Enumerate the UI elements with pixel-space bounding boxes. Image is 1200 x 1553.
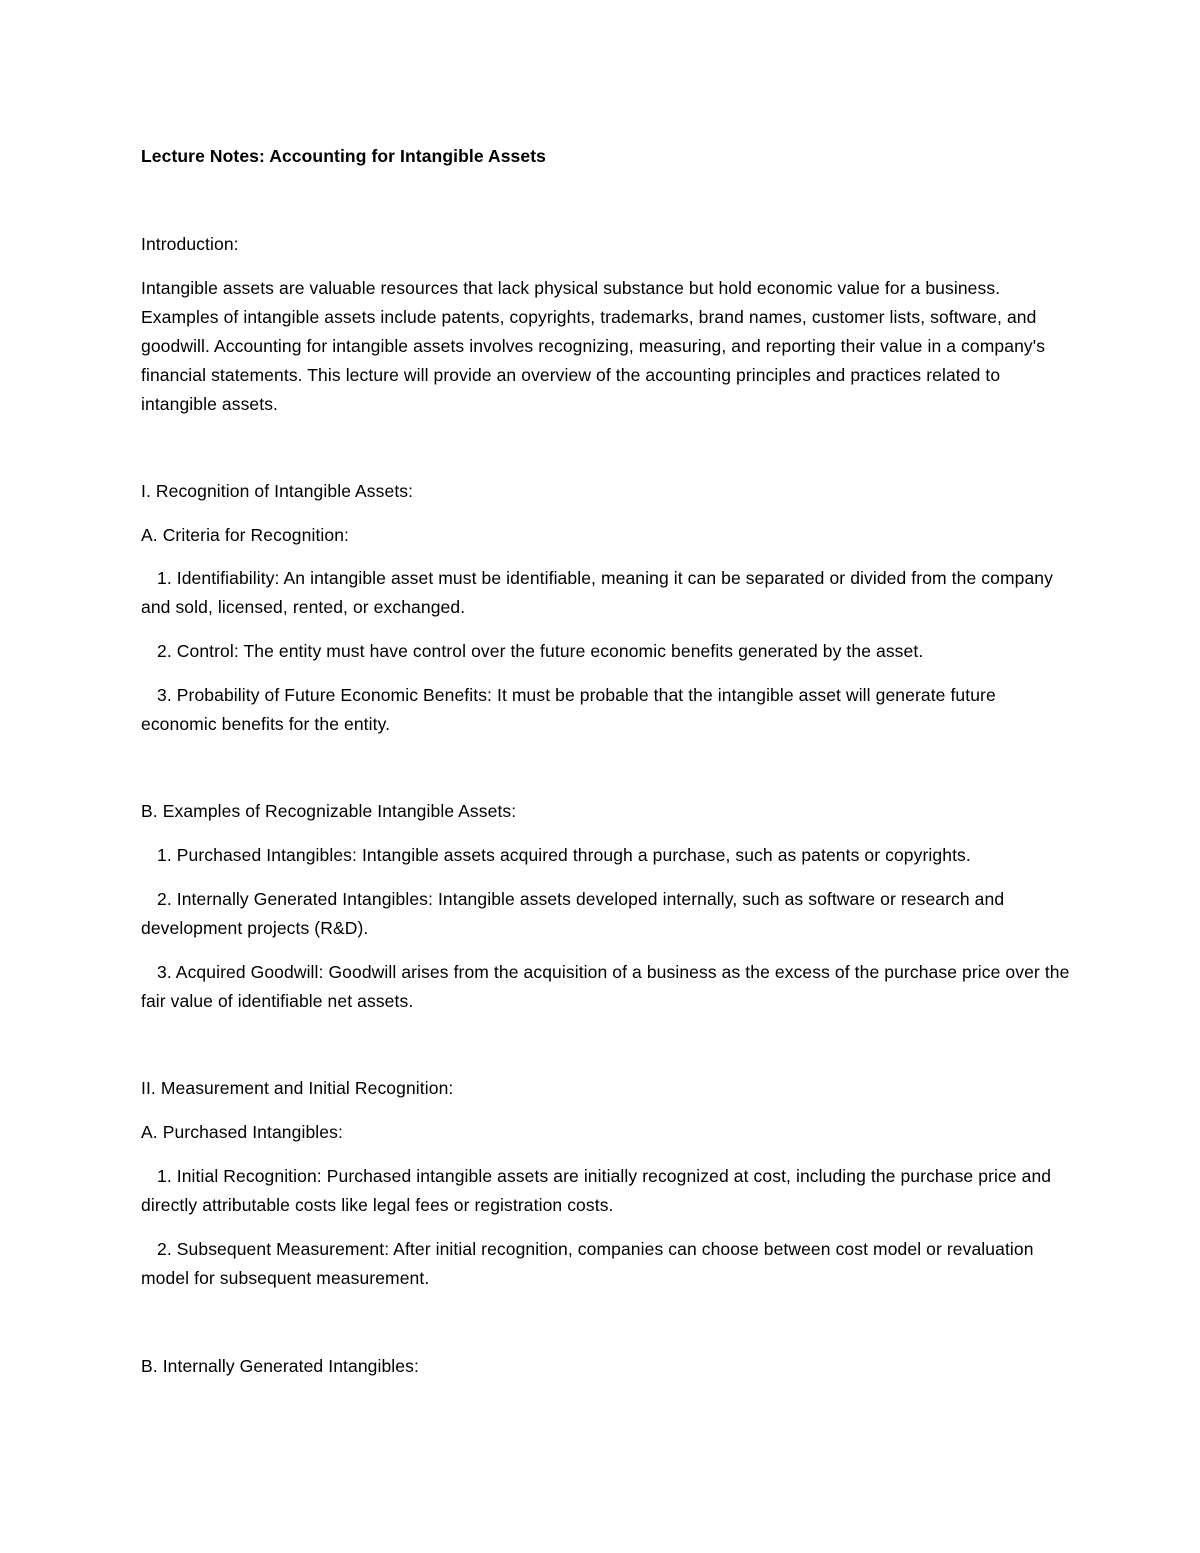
list-item: 2. Subsequent Measurement: After initial recognition, companies can choose between cost model or revaluation model for subsequent measurement. <box>141 1239 1034 1288</box>
list-item: 3. Probability of Future Economic Benefits: It must be probable that the intangible asset will generate future economic benefits for the entity. <box>141 685 996 734</box>
document-title: Lecture Notes: Accounting for Intangible Assets <box>141 146 546 166</box>
introduction-paragraph: Intangible assets are valuable resources that lack physical substance but hold economic value for a business. Examples of intangible assets include patents, copyrights, trademarks, brand names, customer lists, software, and goodwill. Accounting for intangible assets involves recognizing, measuring, and reporting their value in a company's financial statements. This lecture will provide an overview of the accounting principles and practices related to intangible assets. <box>141 278 1046 414</box>
section-1-heading: I. Recognition of Intangible Assets: <box>141 481 414 501</box>
list-item: 1. Identifiability: An intangible asset must be identifiable, meaning it can be separated or divided from the company and sold, licensed, rented, or exchanged. <box>141 568 1053 617</box>
list-item: 2. Control: The entity must have control over the future economic benefits generated by the asset. <box>157 641 924 661</box>
section-2a-heading: A. Purchased Intangibles: <box>141 1122 343 1142</box>
section-1a-heading: A. Criteria for Recognition: <box>141 525 350 545</box>
section-2-heading: II. Measurement and Initial Recognition: <box>141 1078 454 1098</box>
section-2b-heading: B. Internally Generated Intangibles: <box>141 1356 419 1376</box>
list-item: 2. Internally Generated Intangibles: Intangible assets developed internally, such as software or research and development projects (R&D). <box>141 889 1005 938</box>
list-item: 1. Initial Recognition: Purchased intangible assets are initially recognized at cost, including the purchase price and directly attributable costs like legal fees or registration costs. <box>141 1166 1052 1215</box>
list-item: 3. Acquired Goodwill: Goodwill arises from the acquisition of a business as the excess of the purchase price over the fair value of identifiable net assets. <box>141 962 1070 1011</box>
introduction-heading: Introduction: <box>141 234 239 254</box>
list-item: 1. Purchased Intangibles: Intangible assets acquired through a purchase, such as patents or copyrights. <box>157 845 971 865</box>
section-1b-heading: B. Examples of Recognizable Intangible Assets: <box>141 801 517 821</box>
